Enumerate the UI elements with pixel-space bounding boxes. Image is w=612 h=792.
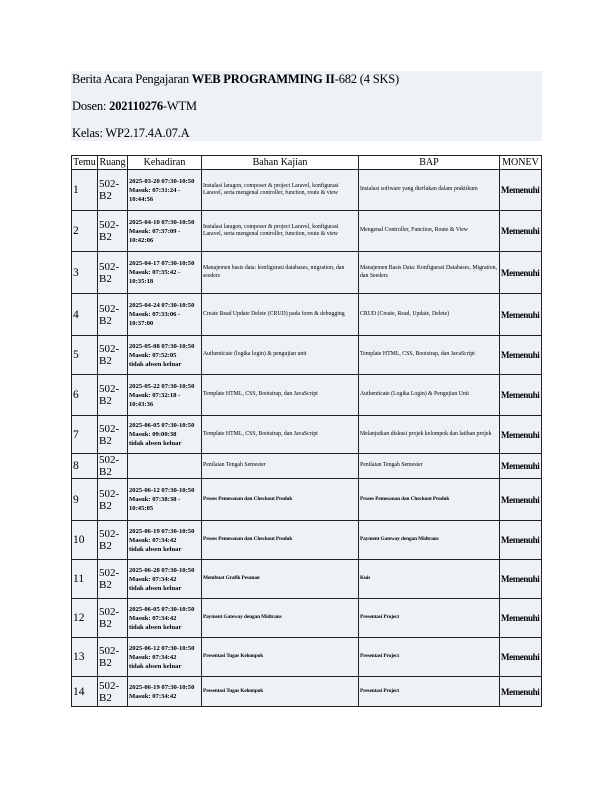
cell-temu: 7 [72,416,98,454]
kehadiran-line: 2025-04-17 07:30-10:50 [129,260,195,267]
cell-temu: 4 [72,294,98,336]
kehadiran-line: 10:45:05 [129,505,154,512]
table-row [72,599,542,638]
cell-temu: 10 [72,521,98,560]
cell-bap: Melanjutkan diskusi projek kelompok dan latihan projek [359,416,500,454]
cell-kehadiran [128,211,202,252]
cell-monev: Memenuhi [500,677,542,707]
kehadiran-line: 2025-05-22 07:30-10:50 [129,382,195,390]
cell-kehadiran [128,521,202,560]
cell-temu: 6 [72,375,98,416]
kehadiran-line: 2025-04-24 07:30-10:50 [129,302,195,309]
table-header-row [72,156,542,170]
kehadiran-line: tidak absen keluar [129,623,182,631]
cell-kehadiran [128,375,202,416]
cell-kehadiran [128,252,202,294]
class-line: Kelas: WP2.17.4A.07.A [72,126,190,140]
cell-ruang: 502-B2 [98,252,128,294]
kehadiran-line: 10:35:18 [129,278,154,285]
kehadiran-line: Masuk: 09:00:38 [129,431,177,438]
cell-bap: Template HTML, CSS, Bootstrap, dan JavaScript [359,336,500,375]
cell-monev: Memenuhi [500,599,542,638]
table-row [72,336,542,375]
cell-ruang: 502-B2 [98,454,128,479]
kehadiran-line: 10:44:56 [129,195,154,203]
lecturer-suffix: -WTM [162,99,197,113]
cell-bap: Mengenal Controller, Function, Route & View [359,211,500,252]
cell-ruang: 502-B2 [98,677,128,707]
cell-bahan-kajian: Proses Pemesanan dan Checkout Produk [202,521,359,560]
cell-bahan-kajian: Proses Pemesanan dan Checkout Produk [202,479,359,521]
col-bahan-kajian: Bahan Kajian [202,156,359,170]
cell-bahan-kajian: Penilaian Tengah Semester [202,454,359,479]
kehadiran-line: Masuk: 07:34:42 [129,575,177,583]
kehadiran-line: tidak absen keluar [129,440,182,447]
table-row [72,416,542,454]
cell-bahan-kajian: Template HTML, CSS, Bootstrap, dan JavaScript [202,375,359,416]
cell-monev: Memenuhi [500,638,542,677]
cell-ruang: 502-B2 [98,375,128,416]
kehadiran-line: 2025-06-05 07:30-10:50 [129,422,195,429]
table-row [72,170,542,211]
kehadiran-line: Masuk: 07:33:06 - [129,311,181,318]
cell-bap: Payment Gateway dengan Midtrans [359,521,500,560]
report-title [72,72,399,87]
cell-kehadiran [128,416,202,454]
cell-bahan-kajian: Manajemen basis data: konfigurasi databases, migration, dan seeders [202,252,359,294]
kehadiran-line: tidak absen keluar [129,662,182,670]
kehadiran-line: 2025-04-10 07:30-10:50 [129,218,195,226]
cell-ruang: 502-B2 [98,479,128,521]
cell-monev: Memenuhi [500,211,542,252]
cell-monev: Memenuhi [500,521,542,560]
cell-monev: Memenuhi [500,294,542,336]
cell-bahan-kajian: Template HTML, CSS, Bootstrap, dan JavaScript [202,416,359,454]
kehadiran-line: Masuk: 07:37:09 - [129,227,181,235]
cell-temu: 8 [72,454,98,479]
attendance-table [71,155,542,707]
table-row [72,294,542,336]
kehadiran-line: 10:42:06 [129,236,154,244]
cell-bap: Authenticate (Logika Login) & Pengujian Unit [359,375,500,416]
kehadiran-line: Masuk: 07:31:24 - [129,186,181,194]
col-kehadiran: Kehadiran [128,156,202,170]
cell-ruang: 502-B2 [98,599,128,638]
col-ruang: Ruang [99,157,126,168]
kehadiran-line: Masuk: 07:34:42 [129,536,177,544]
cell-bahan-kajian: Presentasi Tugas Kelompok [202,677,359,707]
cell-temu: 2 [72,211,98,252]
cell-temu: 3 [72,252,98,294]
lecturer-label: Dosen: [72,99,110,113]
cell-kehadiran [128,599,202,638]
cell-bahan-kajian: Payment Gateway dengan Midtrans [202,599,359,638]
cell-ruang: 502-B2 [98,294,128,336]
table-row [72,638,542,677]
cell-kehadiran [128,677,202,707]
cell-ruang: 502-B2 [98,416,128,454]
cell-ruang: 502-B2 [98,170,128,211]
cell-temu: 9 [72,479,98,521]
kehadiran-line: 2025-05-08 07:30-10:50 [129,342,195,350]
kehadiran-line: Masuk: 07:34:42 [129,692,177,700]
table-row [72,479,542,521]
kehadiran-line: 2025-06-19 07:30-10:50 [129,527,195,535]
kehadiran-line: Masuk: 07:32:18 - [129,391,181,399]
col-temu: Temu [73,157,96,168]
cell-bap: Proses Pemesanan dan Checkout Produk [359,479,500,521]
cell-bap: Presentasi Project [359,599,500,638]
table-row [72,375,542,416]
kehadiran-line: 2025-06-19 07:30-10:50 [129,683,195,691]
lecturer-line [72,99,197,114]
cell-bahan-kajian: Instalasi laragon, composer & project Laravel, konfigurasi Laravel, serta mengenal controller, function, route & view [202,211,359,252]
cell-temu: 14 [72,677,98,707]
cell-kehadiran [128,294,202,336]
kehadiran-line: 2025-06-05 07:30-10:50 [129,605,195,613]
cell-kehadiran [128,560,202,599]
cell-bap: Penilaian Tengah Semester [359,454,500,479]
cell-kehadiran [128,336,202,375]
table-row [72,560,542,599]
cell-ruang: 502-B2 [98,521,128,560]
kehadiran-line: tidak absen keluar [129,360,182,368]
kehadiran-line: Masuk: 07:38:38 - [129,496,181,503]
table-row [72,211,542,252]
course-name: WEB PROGRAMMING II [191,72,335,86]
cell-ruang: 502-B2 [98,336,128,375]
cell-kehadiran [128,479,202,521]
course-code: -682 (4 SKS) [334,72,400,86]
table-row [72,252,542,294]
cell-bahan-kajian: Presentasi Tugas Kelompok [202,638,359,677]
cell-bap: Presentasi Project [359,638,500,677]
kehadiran-line: Masuk: 07:35:42 - [129,269,181,276]
kehadiran-line: Masuk: 07:34:42 [129,614,177,622]
kehadiran-line: 10:37:00 [129,320,154,327]
cell-monev: Memenuhi [500,479,542,521]
cell-bap: Manajemen Basis Data: Konfigurasi Databases, Migration, dan Seeders [359,252,500,294]
report-header [71,71,542,141]
table-row [72,677,542,707]
kehadiran-line: 2025-06-28 07:30-10:50 [129,566,195,574]
cell-kehadiran [128,638,202,677]
kehadiran-line: tidak absen keluar [129,584,182,592]
cell-monev: Memenuhi [500,252,542,294]
cell-bap: CRUD (Create, Read, Update, Delete) [359,294,500,336]
cell-bap: Kuis [359,560,500,599]
cell-bahan-kajian: Membuat Grafik Pesanan [202,560,359,599]
cell-monev: Memenuhi [500,560,542,599]
lecturer-id: 202110276 [109,99,163,113]
kehadiran-line: tidak absen keluar [129,545,182,553]
kehadiran-line: Masuk: 07:52:05 [129,351,177,359]
col-bap: BAP [359,156,500,170]
cell-kehadiran [128,454,202,479]
kehadiran-line: 10:43:36 [129,400,154,408]
cell-bahan-kajian: Create Read Update Delete (CRUD) pada form & debugging [202,294,359,336]
kehadiran-line: 2025-06-12 07:30-10:50 [129,487,195,494]
cell-bap: Instalasi software yang dierlukan dalam praktikum [359,170,500,211]
cell-temu: 13 [72,638,98,677]
cell-ruang: 502-B2 [98,560,128,599]
kehadiran-line: 2025-03-20 07:30-10:50 [129,177,195,185]
cell-ruang: 502-B2 [98,211,128,252]
title-prefix: Berita Acara Pengajaran [72,72,192,86]
cell-bahan-kajian: Instalasi laragon, composer & project Laravel, konfigurasi Laravel, serta mengenal controller, function, route & view [202,170,359,211]
cell-bap: Presentasi Project [359,677,500,707]
cell-kehadiran [128,170,202,211]
cell-monev: Memenuhi [500,336,542,375]
cell-temu: 11 [72,560,98,599]
col-monev: MONEV [500,156,542,170]
table-row [72,521,542,560]
cell-temu: 1 [72,170,98,211]
cell-bahan-kajian: Authenticate (logika login) & pengujian unit [202,336,359,375]
cell-monev: Memenuhi [500,375,542,416]
cell-monev: Memenuhi [500,416,542,454]
cell-temu: 5 [72,336,98,375]
kehadiran-line: Masuk: 07:34:42 [129,653,177,661]
cell-monev: Memenuhi [500,170,542,211]
cell-monev: Memenuhi [500,454,542,479]
cell-ruang: 502-B2 [98,638,128,677]
kehadiran-line: 2025-06-12 07:30-10:50 [129,644,195,652]
table-row [72,454,542,479]
cell-temu: 12 [72,599,98,638]
